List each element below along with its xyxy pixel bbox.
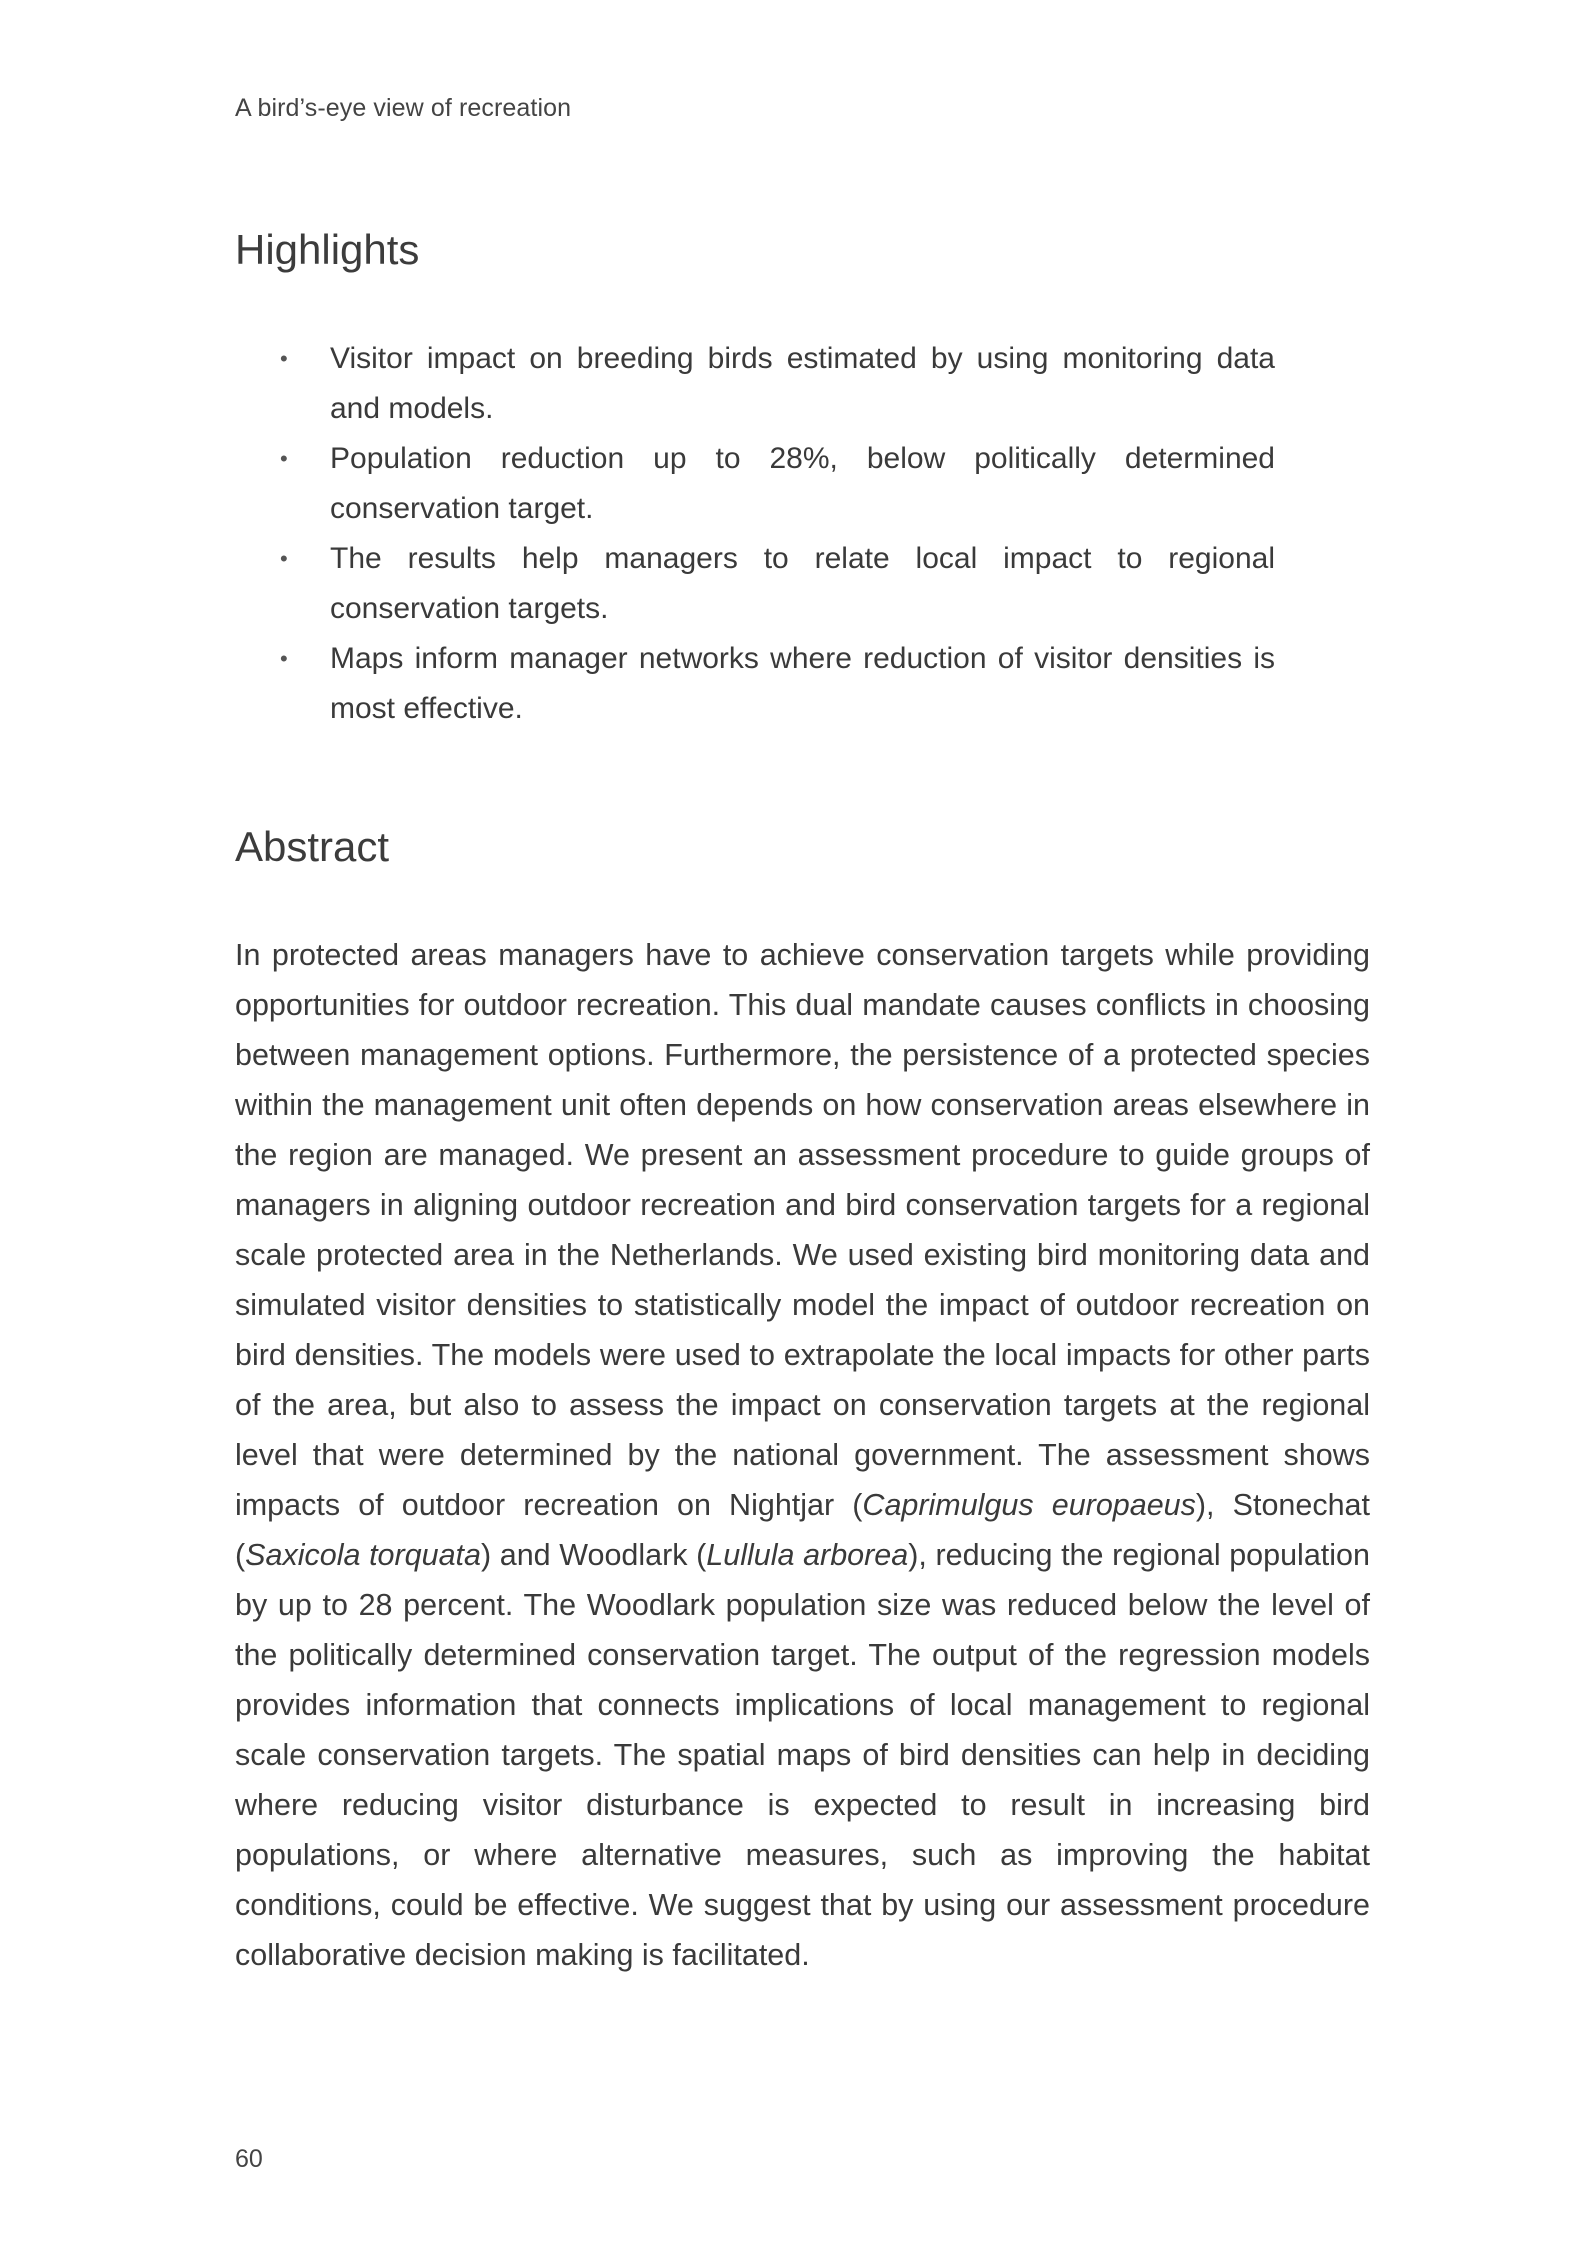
bullet-icon: • <box>280 646 288 671</box>
abstract-text: ) and Woodlark ( <box>480 1538 707 1572</box>
highlight-item <box>280 334 1275 434</box>
abstract-heading: Abstract <box>235 823 390 870</box>
bullet-icon: • <box>280 546 288 571</box>
highlight-item <box>280 634 1275 734</box>
species-name: Lullula arborea <box>706 1538 909 1572</box>
highlight-text: Population reduction up to 28%, below politically determined conservation target. <box>330 442 1275 525</box>
highlight-text: The results help managers to relate local impact to regional conservation targets. <box>330 542 1275 625</box>
highlights-list <box>280 334 1275 734</box>
highlight-text: Maps inform manager networks where reduction of visitor densities is most effective. <box>330 642 1275 725</box>
abstract-text: ), reducing the regional population by up to 28 percent. The Woodlark population size was reduced below the level of the politically determined conservation target. The output of the regression models provides information that connects implications of local management to regional scale conservation targets. The spatial maps of bird densities can help in deciding where reducing visitor disturbance is expected to result in increasing bird populations, or where alternative measures, such as improving the habitat conditions, could be effective. We suggest that by using our assessment procedure collaborative decision making is facilitated. <box>235 1538 1370 1972</box>
species-name: Saxicola torquata <box>245 1538 481 1572</box>
highlight-item <box>280 434 1275 534</box>
bullet-icon: • <box>280 346 288 371</box>
highlight-text: Visitor impact on breeding birds estimated by using monitoring data and models. <box>330 342 1275 425</box>
page-number: 60 <box>235 2145 263 2173</box>
highlight-item <box>280 534 1275 634</box>
bullet-icon: • <box>280 446 288 471</box>
abstract-text: ), Stonechat ( <box>235 1488 1370 1572</box>
species-name: Caprimulgus europaeus <box>862 1488 1196 1522</box>
abstract-text: In protected areas managers have to achieve conservation targets while providing opportunities for outdoor recreation. This dual mandate causes conflicts in choosing between management options. Furthermore, the persistence of a protected species within the management unit often depends on how conservation areas elsewhere in the region are managed. We present an assessment procedure to guide groups of managers in aligning outdoor recreation and bird conservation targets for a regional scale protected area in the Netherlands. We used existing bird monitoring data and simulated visitor densities to statistically model the impact of outdoor recreation on bird densities. The models were used to extrapolate the local impacts for other parts of the area, but also to assess the impact on conservation targets at the regional level that were determined by the national government. The assessment shows impacts of outdoor recreation on Nightjar ( <box>235 938 1370 1522</box>
abstract-paragraph <box>235 930 1370 1980</box>
running-header: A bird’s-eye view of recreation <box>235 94 572 122</box>
highlights-heading: Highlights <box>235 226 420 273</box>
